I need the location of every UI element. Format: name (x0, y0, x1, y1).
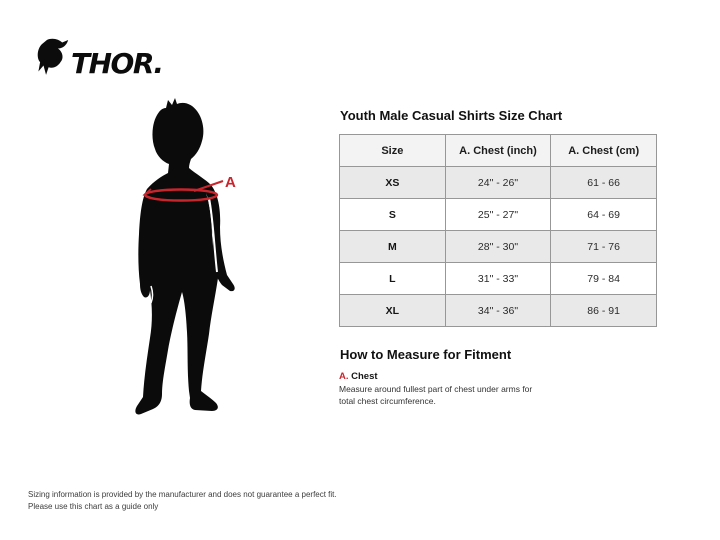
size-value: XL (340, 295, 446, 327)
chest-inch-value: 28" - 30" (445, 231, 551, 263)
disclaimer-line-1: Sizing information is provided by the manufacturer and does not guarantee a perfect fit. (28, 490, 337, 499)
column-header-chest-cm: A. Chest (cm) (551, 135, 657, 167)
table-row-m (340, 231, 657, 263)
chest-cm-value: 64 - 69 (551, 199, 657, 231)
table-body (340, 167, 657, 327)
table-header-row (340, 135, 657, 167)
size-value: XS (340, 167, 446, 199)
size-value: S (340, 199, 446, 231)
thor-logo (35, 36, 163, 78)
table-header (340, 135, 657, 167)
chest-cm-value: 79 - 84 (551, 263, 657, 295)
measure-item-heading (339, 371, 378, 382)
table-row-s (340, 199, 657, 231)
child-silhouette-graphic (110, 88, 310, 428)
column-header-chest-inch: A. Chest (inch) (445, 135, 551, 167)
measure-section-title: How to Measure for Fitment (340, 347, 512, 362)
table-row-l (340, 263, 657, 295)
table-row-xl (340, 295, 657, 327)
disclaimer-line-2: Please use this chart as a guide only (28, 501, 159, 511)
size-chart-title: Youth Male Casual Shirts Size Chart (340, 108, 563, 123)
chest-inch-value: 34" - 36" (445, 295, 551, 327)
chest-inch-value: 25" - 27" (445, 199, 551, 231)
chest-inch-value: 31" - 33" (445, 263, 551, 295)
silhouette-body-shape (135, 98, 234, 414)
size-value: M (340, 231, 446, 263)
chest-cm-value: 61 - 66 (551, 167, 657, 199)
size-value: L (340, 263, 446, 295)
column-header-size: Size (340, 135, 446, 167)
disclaimer-text (28, 489, 337, 512)
thor-logo-text: THOR. (71, 47, 163, 80)
measure-item-key: A. (339, 371, 349, 382)
chest-cm-value: 86 - 91 (551, 295, 657, 327)
table-row-xs (340, 167, 657, 199)
measure-item-name: Chest (351, 371, 378, 382)
measurement-label-a: A (225, 174, 236, 191)
chest-inch-value: 24" - 26" (445, 167, 551, 199)
thor-horned-head-icon (35, 36, 69, 78)
chest-cm-value: 71 - 76 (551, 231, 657, 263)
size-chart-table (339, 134, 657, 327)
child-silhouette-figure (110, 88, 310, 428)
measure-item-description: Measure around fullest part of chest under arms for total chest circumference. (339, 384, 533, 406)
